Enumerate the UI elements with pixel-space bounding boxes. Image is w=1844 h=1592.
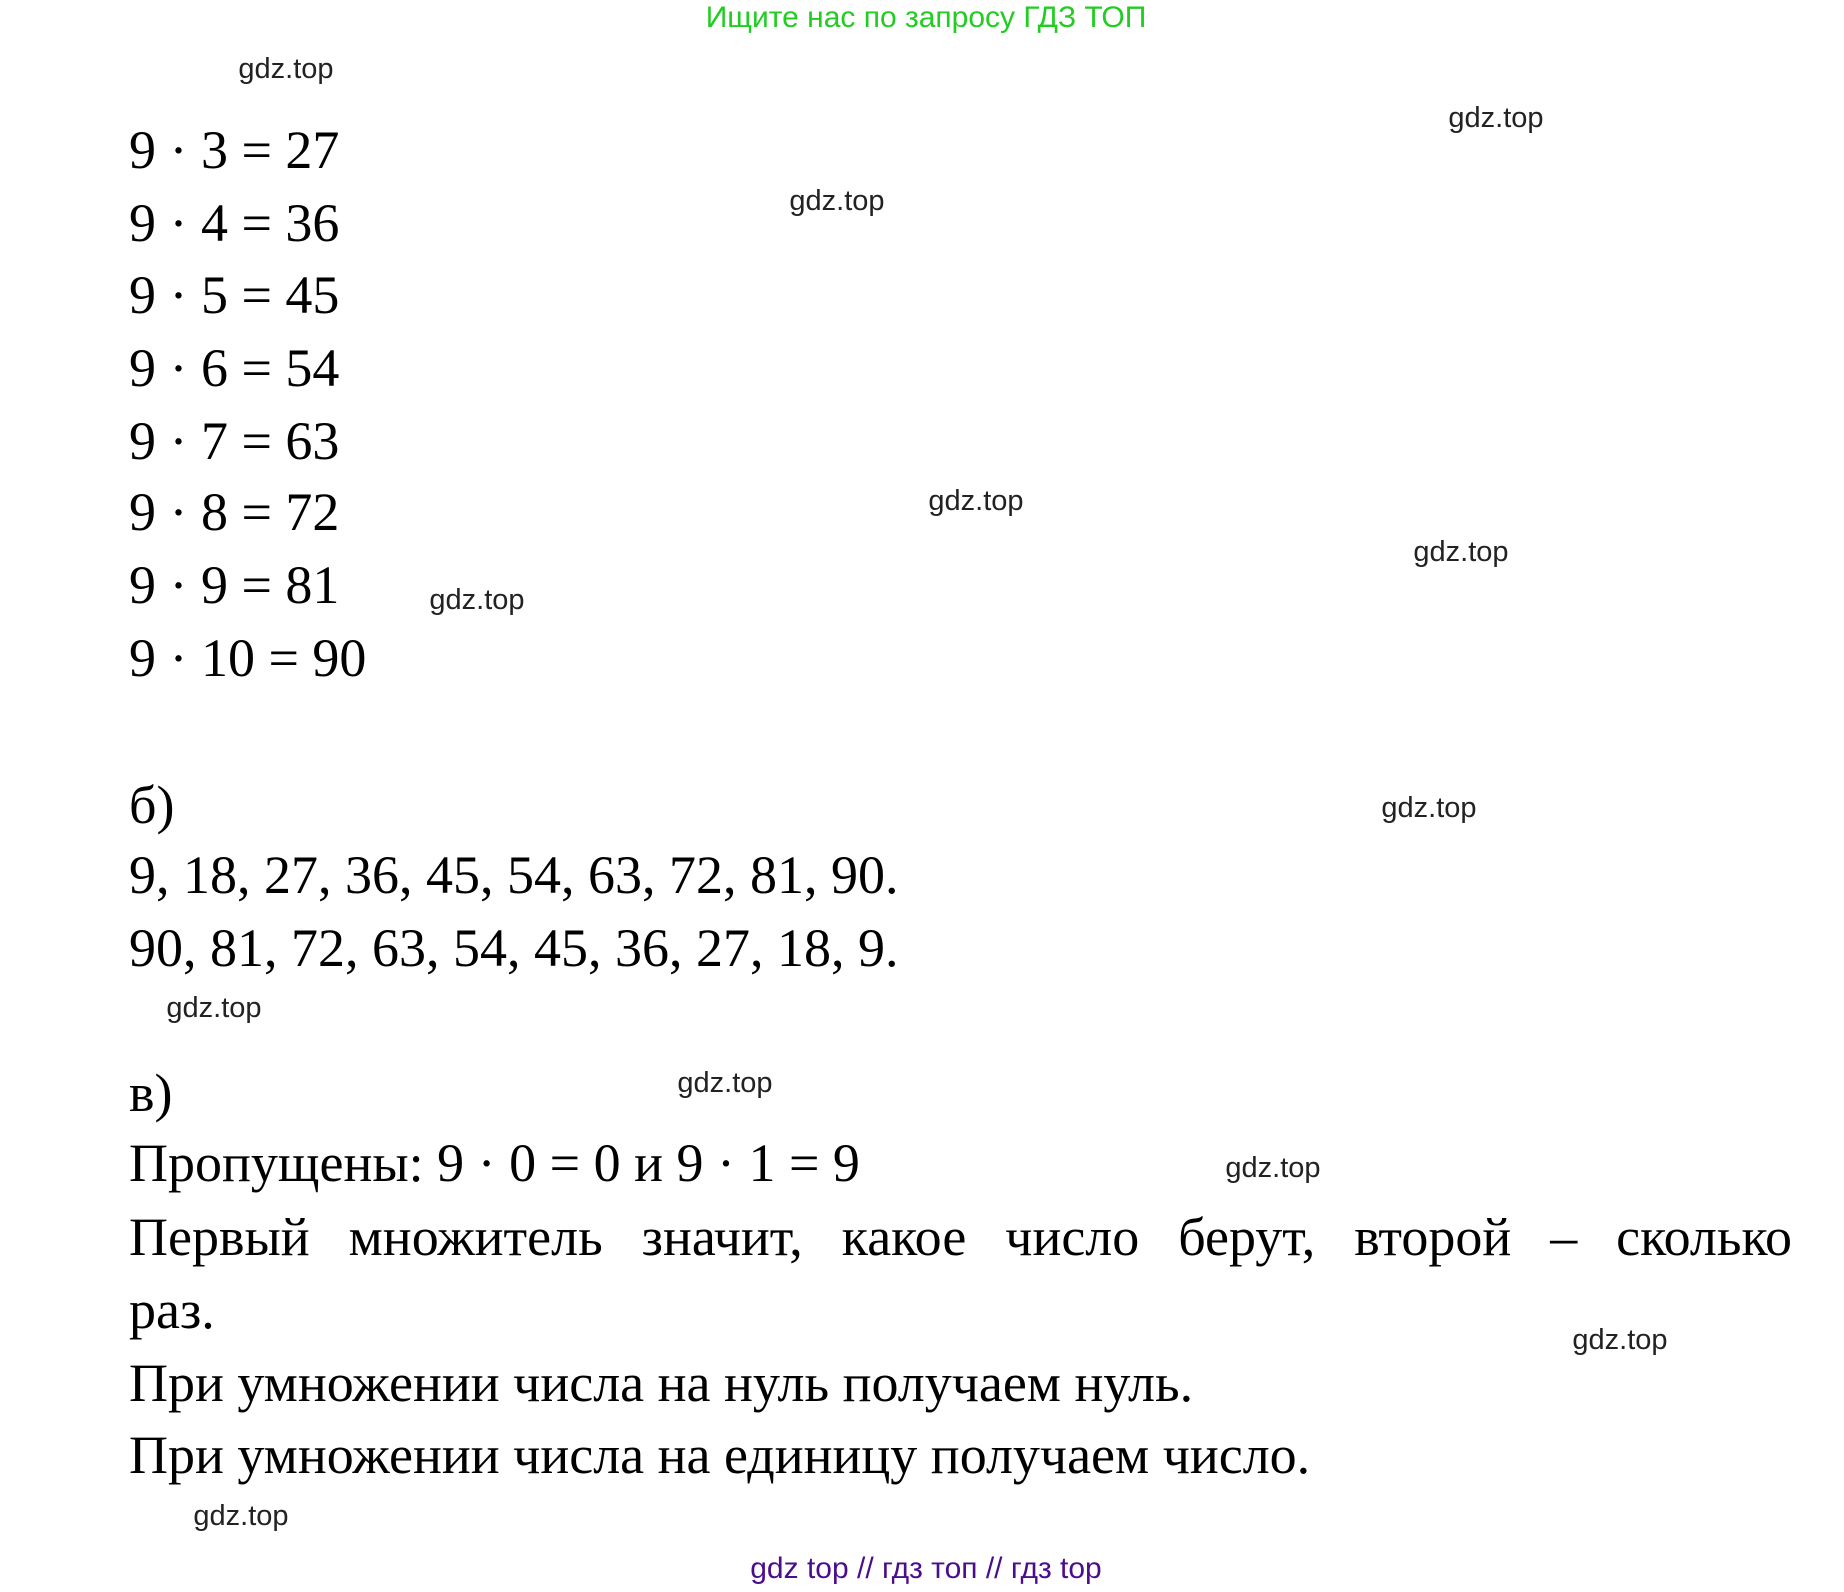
watermark: gdz.top: [193, 1500, 289, 1532]
equation: 9 · 4 = 36: [129, 193, 340, 253]
equation: 9 · 9 = 81: [129, 555, 340, 615]
equation: 9 · 7 = 63: [129, 411, 340, 471]
missing-equations: Пропущены: 9 · 0 = 0 и 9 · 1 = 9: [129, 1133, 860, 1193]
equation: 9 · 6 = 54: [129, 338, 340, 398]
rule-zero: При умножении числа на нуль получаем нуль.: [129, 1353, 1194, 1413]
equation: 9 · 5 = 45: [129, 265, 340, 325]
watermark: gdz.top: [1413, 536, 1509, 568]
watermark: gdz.top: [789, 185, 885, 217]
watermark: gdz.top: [429, 584, 525, 616]
watermark: gdz.top: [1381, 792, 1477, 824]
explanation-line: Первый множитель значит, какое число берут, второй – сколько: [129, 1207, 1792, 1267]
watermark: gdz.top: [1572, 1324, 1668, 1356]
footer-links[interactable]: gdz top // гдз топ // гдз top: [750, 1552, 1102, 1585]
equation: 9 · 8 = 72: [129, 482, 340, 542]
watermark: gdz.top: [166, 992, 262, 1024]
section-c-label: в): [129, 1063, 173, 1123]
explanation-line: раз.: [129, 1280, 215, 1340]
watermark: gdz.top: [1448, 102, 1544, 134]
rule-one: При умножении числа на единицу получаем число.: [129, 1425, 1311, 1485]
equation: 9 · 3 = 27: [129, 120, 340, 180]
watermark: gdz.top: [238, 53, 334, 85]
search-banner: Ищите нас по запросу ГДЗ ТОП: [705, 1, 1147, 34]
sequence-ascending: 9, 18, 27, 36, 45, 54, 63, 72, 81, 90.: [129, 845, 899, 905]
watermark: gdz.top: [1225, 1152, 1321, 1184]
watermark: gdz.top: [928, 485, 1024, 517]
watermark: gdz.top: [677, 1067, 773, 1099]
sequence-descending: 90, 81, 72, 63, 54, 45, 36, 27, 18, 9.: [129, 918, 899, 978]
section-b-label: б): [129, 775, 175, 835]
equation: 9 · 10 = 90: [129, 628, 367, 688]
